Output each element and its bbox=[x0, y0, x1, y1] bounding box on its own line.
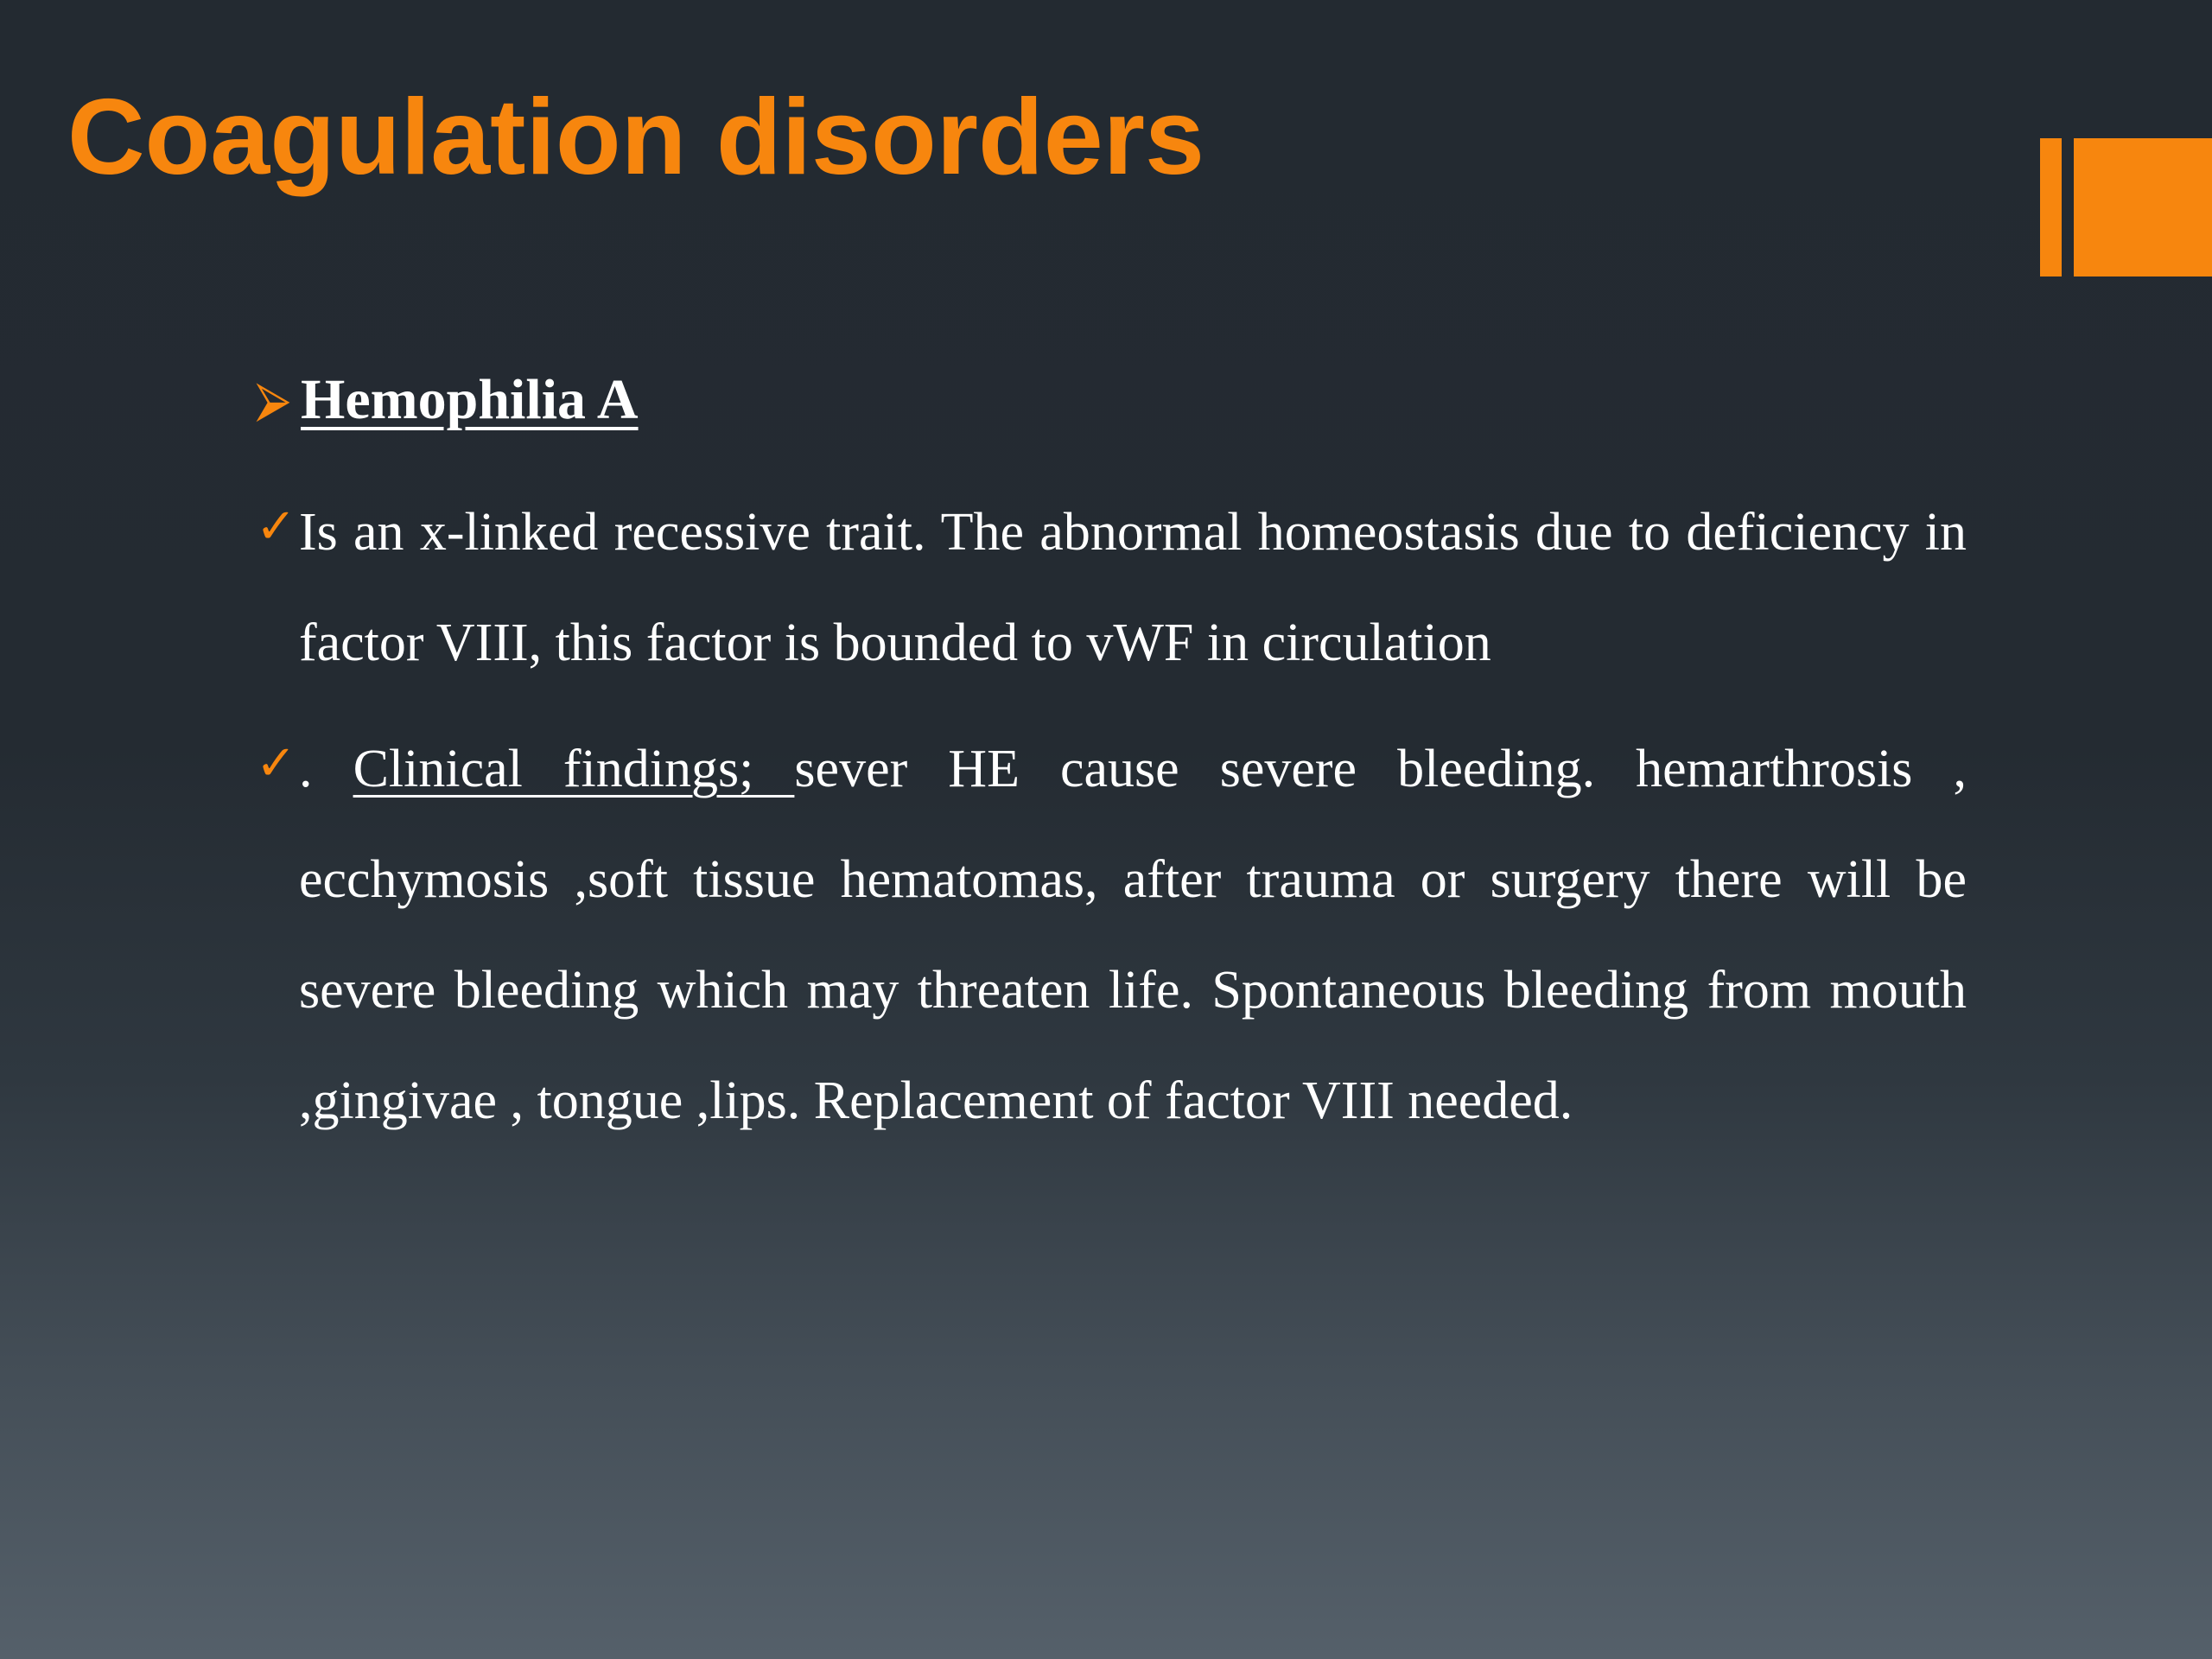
checkmark-bullet-icon: ✓ bbox=[256, 735, 296, 791]
title-accent-block bbox=[2074, 138, 2212, 276]
arrowhead-bullet-icon: ⮚ bbox=[256, 372, 290, 428]
bullet-paragraph-clinical-findings bbox=[256, 714, 1967, 1156]
section-heading-text: Hemophilia A bbox=[301, 368, 639, 431]
bullet-paragraph-definition bbox=[256, 477, 1967, 698]
bullet-prefix: . bbox=[299, 740, 353, 798]
slide-content bbox=[256, 361, 1967, 1172]
checkmark-bullet-icon: ✓ bbox=[256, 499, 296, 555]
bullet-text: Is an x-linked recessive trait. The abnormal homeostasis due to deficiency in factor VIII, this factor is bounded to vWF in circulation bbox=[299, 503, 1967, 672]
title-accent-bar bbox=[2040, 138, 2062, 276]
section-heading bbox=[256, 361, 1967, 439]
bullet-text: sever HE cause severe bleeding. hemarthrosis , ecchymosis ,soft tissue hematomas, after trauma or surgery there will be severe bleeding which may threaten life. Spontaneous bleeding from mouth ,gingivae , tongue ,lips. Replacement of factor VIII needed. bbox=[299, 740, 1967, 1130]
slide-title: Coagulation disorders bbox=[67, 78, 1205, 197]
bullet-lead-in: Clinical findings; bbox=[353, 740, 795, 798]
